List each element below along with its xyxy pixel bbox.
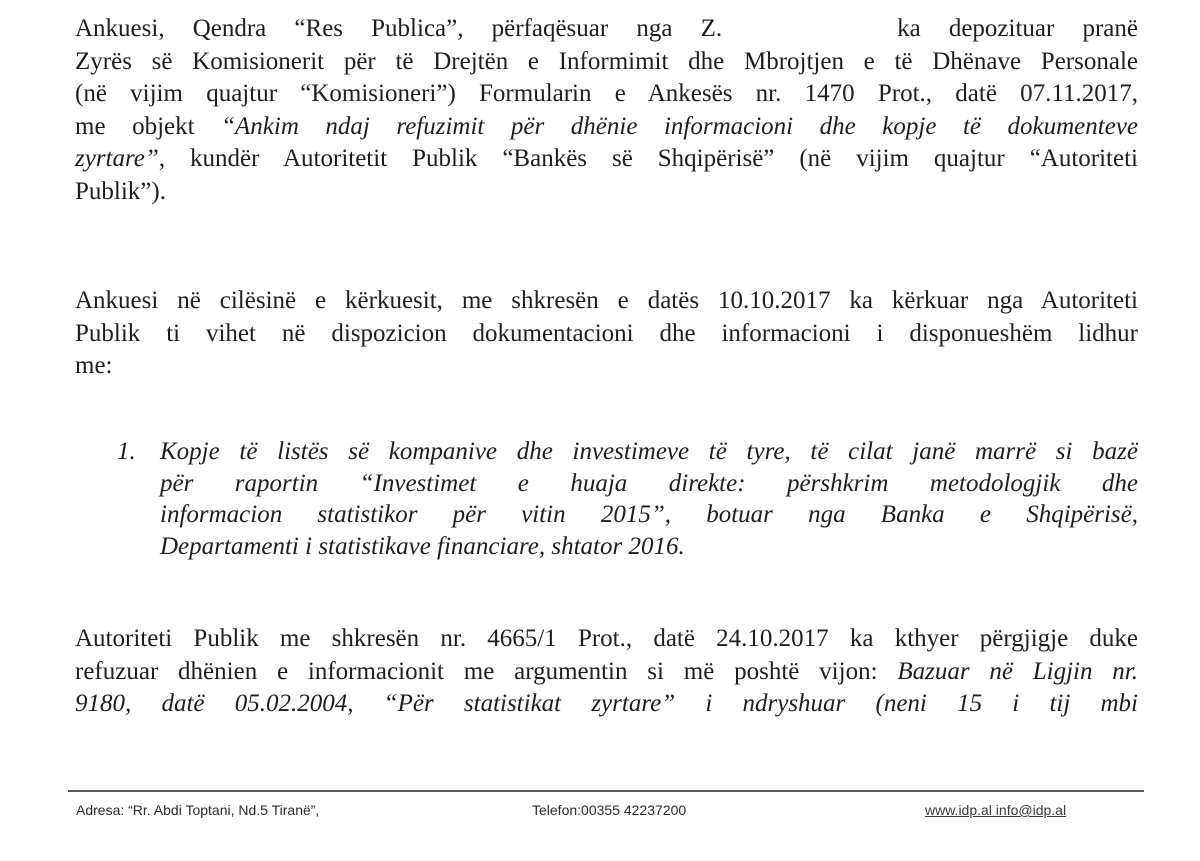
footer-divider	[68, 790, 1144, 792]
footer-address: Adresa: “Rr. Abdi Toptani, Nd.5 Tiranë”,	[76, 802, 320, 818]
text-line: Ankuesi, Qendra “Res Publica”, përfaqësuar nga Z. ka depozituar pranë	[75, 15, 1138, 42]
text-line: Ankuesi në cilësinë e kërkuesit, me shkresën e datës 10.10.2017 ka kërkuar nga Autoriteti	[75, 287, 1138, 314]
text-line: Departamenti i statistikave financiare, shtator 2016.	[160, 532, 685, 560]
text-line: zyrtare”, kundër Autoritetit Publik “Bankës së Shqipërisë” (në vijim quajtur “Autoriteti	[75, 145, 1138, 172]
text-line: për raportin “Investimet e huaja direkte: përshkrim metodologjik dhe	[160, 469, 1138, 497]
list-item-number: 1.	[117, 438, 136, 465]
text-line: refuzuar dhënien e informacionit me argumentin si më poshtë vijon: Bazuar në Ligjin nr.	[75, 657, 1139, 685]
text-line: Kopje të listës së kompanive dhe investimeve të tyre, të cilat janë marrë si bazë	[160, 438, 1138, 465]
text-line: 9180, datë 05.02.2004, “Për statistikat zyrtare” i ndryshuar (neni 15 i tij mbi	[75, 690, 1138, 717]
text-line: Publik”).	[75, 177, 166, 205]
text-line: informacion statistikor për vitin 2015”, botuar nga Banka e Shqipërisë,	[160, 501, 1138, 528]
list-item-text	[160, 436, 1138, 562]
paragraph-request	[75, 285, 1138, 383]
paragraph-response	[75, 623, 1138, 721]
footer-phone: Telefon:00355 42237200	[532, 802, 687, 818]
text-line: me objekt “Ankim ndaj refuzimit për dhënie informacioni dhe kopje të dokumenteve	[75, 112, 1139, 140]
text-line: me:	[75, 352, 113, 379]
text-line: Autoriteti Publik me shkresën nr. 4665/1 Prot., datë 24.10.2017 ka kthyer përgjigje duke	[75, 625, 1138, 652]
text-line: (në vijim quajtur “Komisioneri”) Formularin e Ankesës nr. 1470 Prot., datë 07.11.2017,	[75, 80, 1138, 107]
list-item	[117, 436, 1138, 562]
text-line: Zyrës së Komisionerit për të Drejtën e Informimit dhe Mbrojtjen e të Dhënave Personale	[75, 47, 1138, 75]
text-line: Publik ti vihet në dispozicion dokumentacioni dhe informacioni i disponueshëm lidhur	[75, 319, 1138, 347]
paragraph-complaint-intro	[75, 13, 1138, 208]
footer-web-link[interactable]: www.idp.al info@idp.al	[925, 802, 1067, 818]
